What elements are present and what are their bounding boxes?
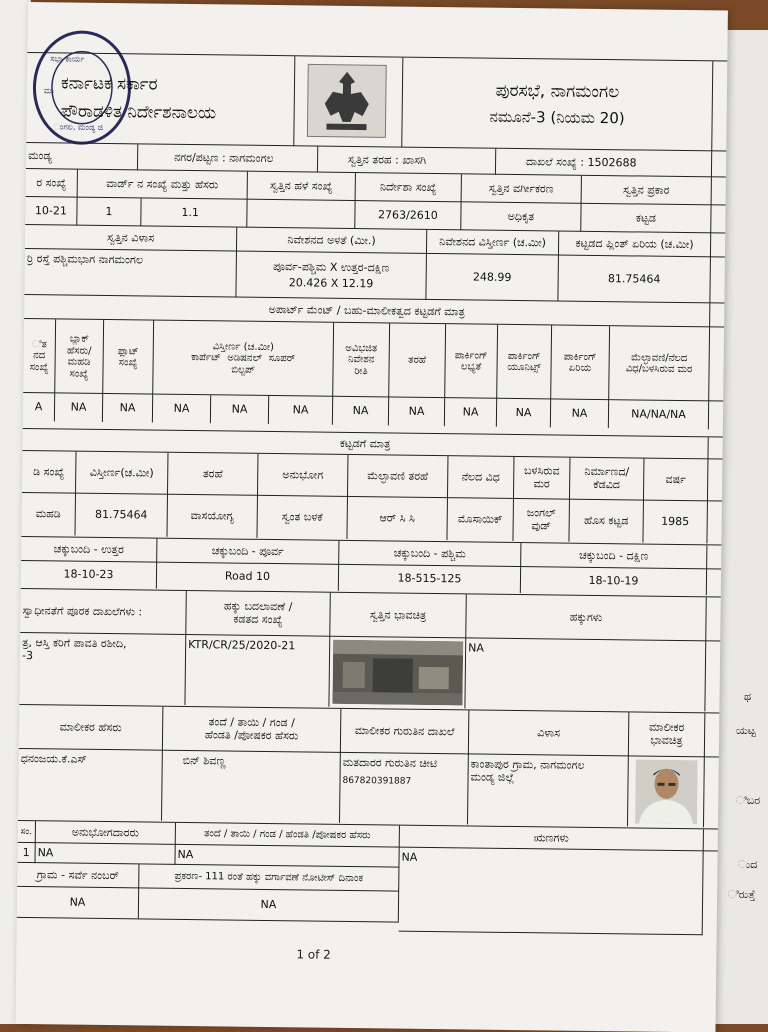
apt-head-0: ಿತ ನದ ಸಂಖ್ಯೆ [23, 319, 56, 393]
bnd-val-1: Road 10 [157, 563, 339, 591]
addr-head-2: ನಿವೇಶನದ ವಿಸ್ತೀರ್ಣ (ಚ.ಮೀ) [427, 230, 559, 256]
ids-head-4: ಸ್ವತ್ತಿನ ವರ್ಗೀಕರಣ [462, 174, 582, 203]
ids-head-2: ಸ್ವತ್ತಿನ ಹಳೆ ಸಂಖ್ಯೆ [248, 172, 356, 201]
bnd-val-2: 18-515-125 [339, 565, 521, 593]
rights-value: NA [465, 638, 706, 711]
apt-head-3: ವಿಸ್ತೀರ್ಣ (ಚ.ಮೀ) ಕಾರ್ಪೆಟ್ ಅಡಿಷನಲ್ ಸೂಪರ್ ಬಿಲ್ಟಪ್ [153, 321, 334, 397]
bld-head-5: ನೆಲದ ವಿಧ [448, 456, 515, 499]
dims-label: ಪೂರ್ವ-ಪಶ್ಚಿಮ X ಉತ್ತರ-ದಕ್ಷಿಣ [273, 259, 390, 275]
bnd-head-3: ಚಕ್ಕುಬಂದಿ - ದಕ್ಷಿಣ [521, 543, 707, 569]
record-number-cell: ದಾಖಲೆ ಸಂಖ್ಯೆ : 1502688 [496, 149, 712, 178]
bld-val-0: ಮಹಡಿ [21, 493, 76, 536]
bld-head-3: ಅನುಭೋಗ [258, 454, 349, 497]
owner-id-cell [340, 753, 469, 825]
bld-val-7: ಹೊಸ ಕಟ್ಟಡ [569, 500, 644, 543]
apt-head-5: ತರಹೆ [389, 323, 446, 398]
enj-name: NA [35, 843, 175, 865]
apt-val-5: NA [269, 396, 333, 425]
bnd-head-2: ಚಕ್ಕುಬಂದಿ - ಪಶ್ಚಿಮ [339, 541, 521, 567]
bld-val-6: ಜಂಗಲ್ ವುಡ್ [513, 499, 570, 542]
owner-head-0: ಮಾಲೀಕರ ಹೆಸರು [19, 705, 164, 751]
apt-val-0: A [23, 393, 55, 421]
property-photo [332, 640, 463, 706]
owner-head-4: ಮಾಲೀಕರ ಭಾವಚಿತ್ರ [629, 712, 706, 757]
owner-photo-cell [628, 756, 705, 827]
apt-head-6: ಪಾರ್ಕಿಂಗ್ ಲಭ್ಯತೆ [445, 324, 498, 399]
dims-cell [236, 252, 427, 300]
apt-val-6: NA [333, 397, 389, 426]
addr-head-3: ಕಟ್ಟಡದ ಪ್ಲಿಂತ್ ಏರಿಯ (ಚ.ಮೀ) [559, 232, 711, 258]
docs-list: ತ್ರ, ಆಸ್ತಿ ಕರಿಗೆ ಪಾವತಿ ರಶೀದಿ, [22, 635, 127, 651]
owner-name: ಧನಂಜಯ.ಕೆ.ಎಸ್ [18, 749, 163, 821]
apt-head-9: ಮೆಲ್ಛಾವಣಿ/ನೆಲದ ವಿಧ/ಬಳಸಿರುವ ಮರ [609, 326, 710, 401]
property-type-cell: ಸ್ವತ್ತಿನ ತರಹ : ಖಾಸಗಿ [318, 147, 496, 175]
dims-value: 20.426 X 12.19 [288, 275, 374, 290]
district-cell: ಮಂಡ್ಯ [26, 143, 138, 170]
owner-id-number: 867820391887 [342, 775, 412, 787]
city-cell: ನಗರ/ಪಟ್ಟಣ : ನಾಗಮಂಗಲ [138, 144, 318, 172]
bld-head-8: ವರ್ಷ [644, 459, 709, 502]
bld-head-6: ಬಳಸಿರುವ ಮರ [514, 457, 571, 500]
bld-val-3: ಸ್ವಂತ ಬಳಕೆ [257, 496, 348, 539]
ids-val-3 [247, 200, 355, 229]
bnd-val-3: 18-10-19 [521, 567, 707, 595]
enj-head-0: ಸಂ. [18, 821, 36, 843]
page-number: 1 of 2 [296, 947, 331, 962]
docs-head-3: ಹಕ್ಕುಗಳು [466, 594, 707, 641]
bld-head-0: ಡಿ ಸಂಖ್ಯೆ [22, 451, 77, 494]
owner-address: ಕಾಂತಾಪುರ ಗ್ರಾಮ, ನಾಗಮಂಗಲ ಮಂಡ್ಯ ಜಿಲ್ಲೆ [468, 754, 629, 826]
addr-head-0: ಸ್ವತ್ತಿನ ವಿಳಾಸ [25, 225, 237, 252]
property-photo-cell [329, 637, 466, 709]
owner-id-type: ಮತದಾರರ ಗುರುತಿನ ಚೀಟಿ [342, 755, 438, 771]
state-emblem-icon [306, 63, 387, 138]
docs-head-2: ಸ್ವತ್ತಿನ ಭಾವಚಿತ್ರ [330, 593, 467, 639]
edge-text-3: ಿಬರ [736, 794, 761, 807]
apt-head-8: ಪಾರ್ಕಿಂಗ್ ಏರಿಯ [551, 325, 610, 400]
svg-text:ಮು: ಮು [43, 86, 55, 96]
gov-title: ಕರ್ನಾಟಕ ಸರ್ಕಾರ [60, 73, 158, 96]
owner-head-2: ಮಾಲೀಕರ ಗುರುತಿನ ದಾಖಲೆ [341, 709, 470, 755]
survey-val-1: NA [139, 888, 399, 921]
bnd-head-0: ಚಕ್ಕುಬಂದಿ - ಉತ್ತರ [21, 537, 157, 563]
enj-head-1: ಅನುಭೋಗದಾರರು [36, 821, 176, 845]
apt-head-7: ಪಾರ್ಕಿಂಗ್ ಯೂನಿಟ್ಸ್ [497, 325, 552, 400]
bnd-val-0: 18-10-23 [21, 561, 157, 589]
ids-head-0: ರ ಸಂಖ್ಯೆ [26, 169, 78, 198]
bld-head-1: ವಿಸ್ತೀರ್ಣ(ಚ.ಮೀ) [76, 452, 169, 495]
bld-val-4: ಆರ್ ಸಿ ಸಿ [347, 497, 448, 540]
owner-value-row [18, 748, 719, 828]
ids-val-6: ಕಟ್ಟಡ [581, 204, 711, 234]
apt-val-4: NA [211, 395, 269, 424]
ids-val-1: 1 [77, 198, 141, 227]
ids-head-5: ಸ್ವತ್ತಿನ ಪ್ರಕಾರ [582, 176, 712, 206]
edge-text-4: ುದ [738, 858, 758, 871]
docs-list-cell [19, 633, 186, 705]
edge-text-2: ಯಟ್ಟ [736, 724, 756, 737]
docs-head-0: ಸ್ವಾಧೀನತೆಗೆ ಪೂರಕ ದಾಖಲೆಗಳು : [20, 589, 187, 635]
owner-head-1: ತಂದೆ / ತಾಯಿ / ಗಂಡ / ಹೆಂಡತಿ /ಪೋಷಕರ ಹೆಸರು [163, 707, 342, 753]
owner-head-3: ವಿಳಾಸ [469, 710, 630, 756]
plinth-area: 81.75464 [558, 256, 711, 304]
apt-val-11: NA/NA/NA [609, 400, 709, 429]
owner-photo [635, 759, 698, 824]
apartment-title: ಅಪಾರ್ಟ್ ಮೆಂಟ್ / ಬಹು-ಮಾಲೀಕತ್ವದ ಕಟ್ಟಡಗೆ ಮಾತ್ರ [24, 295, 710, 327]
document-page [16, 2, 728, 1032]
apt-val-8: NA [445, 398, 497, 427]
enj-head-3: ಋಣಗಳು [400, 826, 704, 852]
bld-head-2: ತರಹೆ [168, 453, 259, 496]
ids-val-5: ಅಧಿಕೃತ [461, 202, 581, 231]
enj-head-2: ತಂದೆ / ತಾಯಿ / ಗಂಡ / ಹೆಂಡತಿ /ಪೋಷಕರ ಹೆಸರು [176, 823, 400, 848]
ids-head-1: ವಾರ್ಡ್ ನ ಸಂಖ್ಯೆ ಮತ್ತು ಹೆಸರು [78, 170, 248, 200]
apt-val-3: NA [153, 395, 211, 424]
survey-val-0: NA [17, 887, 139, 918]
enj-debts: NA [399, 848, 704, 936]
bld-val-5: ಮೊಸಾಯಿಕ್ [447, 498, 514, 541]
apartment-head-row [23, 318, 724, 402]
apt-head-2: ಫ್ಲಾಟ್ ಸಂಖ್ಯೆ [103, 320, 154, 395]
ids-val-2: 1.1 [141, 198, 247, 227]
address-value: ರ್ರಿ ರಸ್ತೆ ಪಶ್ಚಿಮಭಾಗ ನಾಗಮಂಗಲ [24, 249, 237, 298]
docs-value-row [19, 632, 720, 712]
enj-parent: NA [175, 845, 399, 868]
bnd-head-1: ಚಕ್ಕುಬಂದಿ - ಪೂರ್ವ [157, 539, 339, 565]
ids-val-0: 10-21 [25, 197, 77, 226]
svg-text:ಸಭಾ ಕಾರ್ಯ: ಸಭಾ ಕಾರ್ಯ [50, 54, 85, 64]
bld-val-8: 1985 [643, 501, 708, 544]
bld-head-4: ಮೆಲ್ಛಾವಣಿ ತರಹೆ [348, 455, 449, 498]
enj-no: 1 [17, 843, 35, 863]
apt-val-1: NA [55, 393, 103, 422]
header-council-cell [402, 58, 713, 152]
bld-val-2: ವಾಸಯೋಗ್ಯ [167, 495, 258, 538]
site-area: 248.99 [426, 254, 559, 302]
survey-value-row [17, 886, 399, 923]
survey-head-1: ಪ್ರಕರಣ- 111 ರಂತೆ ಹಕ್ಕು ವರ್ಗಾವಣೆ ನೋಟೀಸ್ ದಿನಾಂಕ [139, 864, 399, 891]
bld-val-1: 81.75464 [75, 494, 168, 537]
edge-text-5: ಿರುತ್ತೆ [728, 888, 756, 901]
docs-list-2: -3 [21, 648, 34, 662]
survey-head-0: ಗ್ರಾಮ - ಸರ್ವೆ ನಂಬರ್ [17, 863, 139, 888]
council-title: ಪುರಸಭೆ, ನಾಗಮಂಗಲ [495, 80, 620, 102]
docs-head-1: ಹಕ್ಕು ಬದಲಾವಣೆ / ಕಡತದ ಸಂಖ್ಯೆ [186, 591, 331, 637]
ids-val-4: 2763/2610 [355, 201, 461, 230]
ids-head-3: ನಿರ್ದೇಶಾ ಸಂಖ್ಯೆ [356, 173, 462, 202]
apt-val-7: NA [389, 397, 445, 426]
apt-val-10: NA [551, 399, 609, 428]
bld-head-7: ನಿರ್ಮಾಣದ/ ಕೆಡವಿದ [570, 458, 645, 501]
file-number: KTR/CR/25/2020-21 [185, 635, 330, 707]
building-title: ಕಟ್ಟಡಗೆ ಮಾತ್ರ [23, 429, 709, 459]
edge-text-1: ಥ [744, 690, 752, 703]
form-title: ನಮೂನೆ-3 (ನಿಯಮ 20) [489, 107, 625, 128]
owner-parent: ಬಿನ್ ಶಿವಣ್ಣ [162, 751, 341, 823]
apt-head-4: ಅವಿಭಜಿತ ನಿವೇಶನ ರೀತಿ [333, 323, 390, 398]
apt-val-9: NA [497, 399, 551, 428]
apt-val-2: NA [103, 394, 153, 423]
header-gov-cell [26, 53, 295, 146]
dept-title: ಪೌರಾಡಳಿತ ನಿರ್ದೇಶನಾಲಯ [60, 101, 217, 124]
addr-head-1: ನಿವೇಶನದ ಅಳತೆ (ಮೀ.) [237, 228, 427, 254]
building-value-row [21, 492, 721, 544]
svg-text:ಂಗಲ, ಮಂಡ್ಯ ಜಿ: ಂಗಲ, ಮಂಡ್ಯ ಜಿ [53, 122, 104, 132]
apt-head-1: ಬ್ಲಾಕ್ ಹೆಸರು/ ಮಹಡಿ ಸಂಖ್ಯೆ [55, 319, 104, 394]
